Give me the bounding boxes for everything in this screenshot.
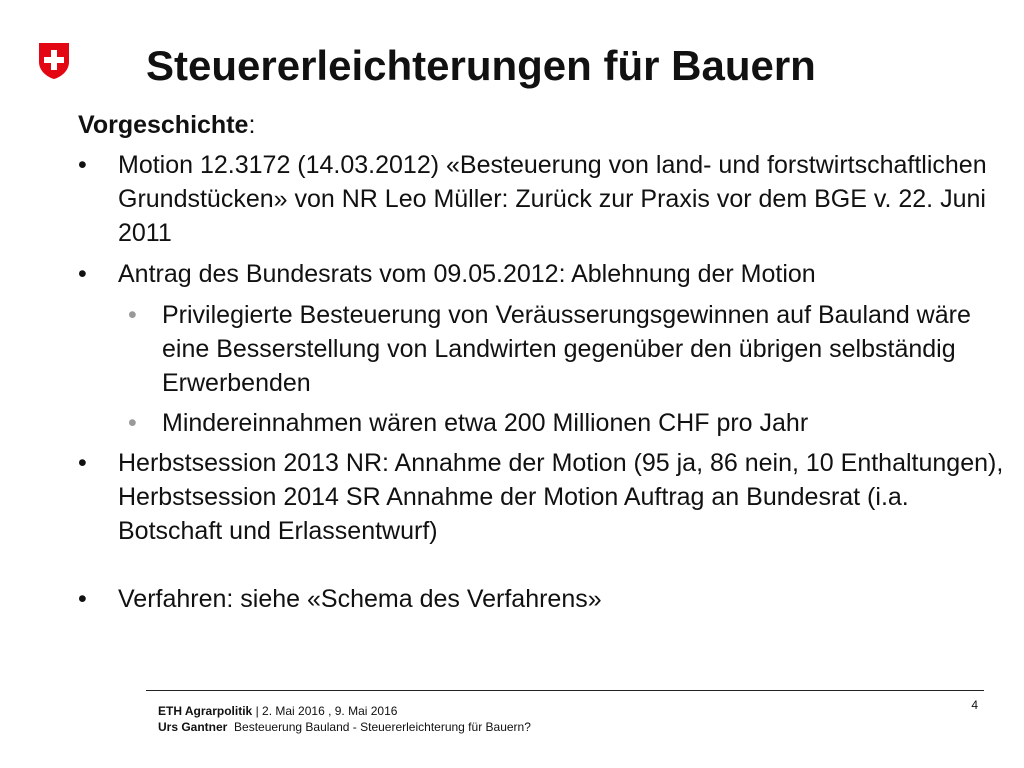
bullet-text: Verfahren: siehe «Schema des Verfahrens» bbox=[118, 585, 602, 613]
list-item bbox=[78, 582, 1008, 616]
footer-author-line bbox=[158, 720, 531, 735]
footer-divider bbox=[146, 690, 984, 691]
bullet-glyph: • bbox=[78, 585, 87, 613]
section-colon: : bbox=[248, 111, 256, 139]
sub-bullet-glyph: • bbox=[128, 301, 137, 329]
list-item bbox=[78, 148, 1008, 250]
bullet-text: Herbstsession 2013 NR: Annahme der Motion (95 ja, 86 nein, 10 Enthaltungen), Herbstsession 2014 SR Annahme der Motion Auftrag an Bundesrat (i.a. Botschaft und Erlassentwurf) bbox=[118, 449, 1004, 545]
footer-dates: 2. Mai 2016 , 9. Mai 2016 bbox=[262, 704, 398, 718]
sub-list-item bbox=[78, 406, 1008, 440]
bullet-text: Motion 12.3172 (14.03.2012) «Besteuerung von land- und forstwirtschaftlichen Grundstücken» von NR Leo Müller: Zurück zur Praxis vor dem BGE v. 22. Juni 2011 bbox=[118, 151, 987, 247]
list-item bbox=[78, 446, 1008, 548]
footer-course-line bbox=[158, 704, 397, 719]
sub-list-item bbox=[78, 298, 1008, 400]
sub-bullet-text: Mindereinnahmen wären etwa 200 Millionen CHF pro Jahr bbox=[162, 409, 809, 437]
bullet-text: Antrag des Bundesrats vom 09.05.2012: Ablehnung der Motion bbox=[118, 260, 816, 288]
swiss-cross-shield-icon bbox=[38, 42, 70, 80]
slide-content bbox=[78, 108, 1008, 623]
sub-bullet-glyph: • bbox=[128, 409, 137, 437]
footer-topic: Besteuerung Bauland - Steuererleichterung für Bauern? bbox=[234, 720, 531, 734]
page-number: 4 bbox=[971, 698, 978, 712]
section-label: Vorgeschichte bbox=[78, 111, 249, 139]
bullet-list bbox=[78, 148, 1008, 616]
bullet-glyph: • bbox=[78, 260, 87, 288]
footer-separator: | bbox=[252, 704, 263, 718]
footer-author: Urs Gantner bbox=[158, 720, 228, 734]
sub-bullet-text: Privilegierte Besteuerung von Veräusserungsgewinnen auf Bauland wäre eine Besserstellung von Landwirten gegenüber den übrigen selbständig Erwerbenden bbox=[162, 301, 971, 397]
bullet-glyph: • bbox=[78, 151, 87, 179]
section-heading bbox=[78, 108, 1008, 142]
list-item bbox=[78, 257, 1008, 291]
slide-title: Steuererleichterungen für Bauern bbox=[146, 42, 816, 89]
footer-course: ETH Agrarpolitik bbox=[158, 704, 253, 718]
bullet-glyph: • bbox=[78, 449, 87, 477]
